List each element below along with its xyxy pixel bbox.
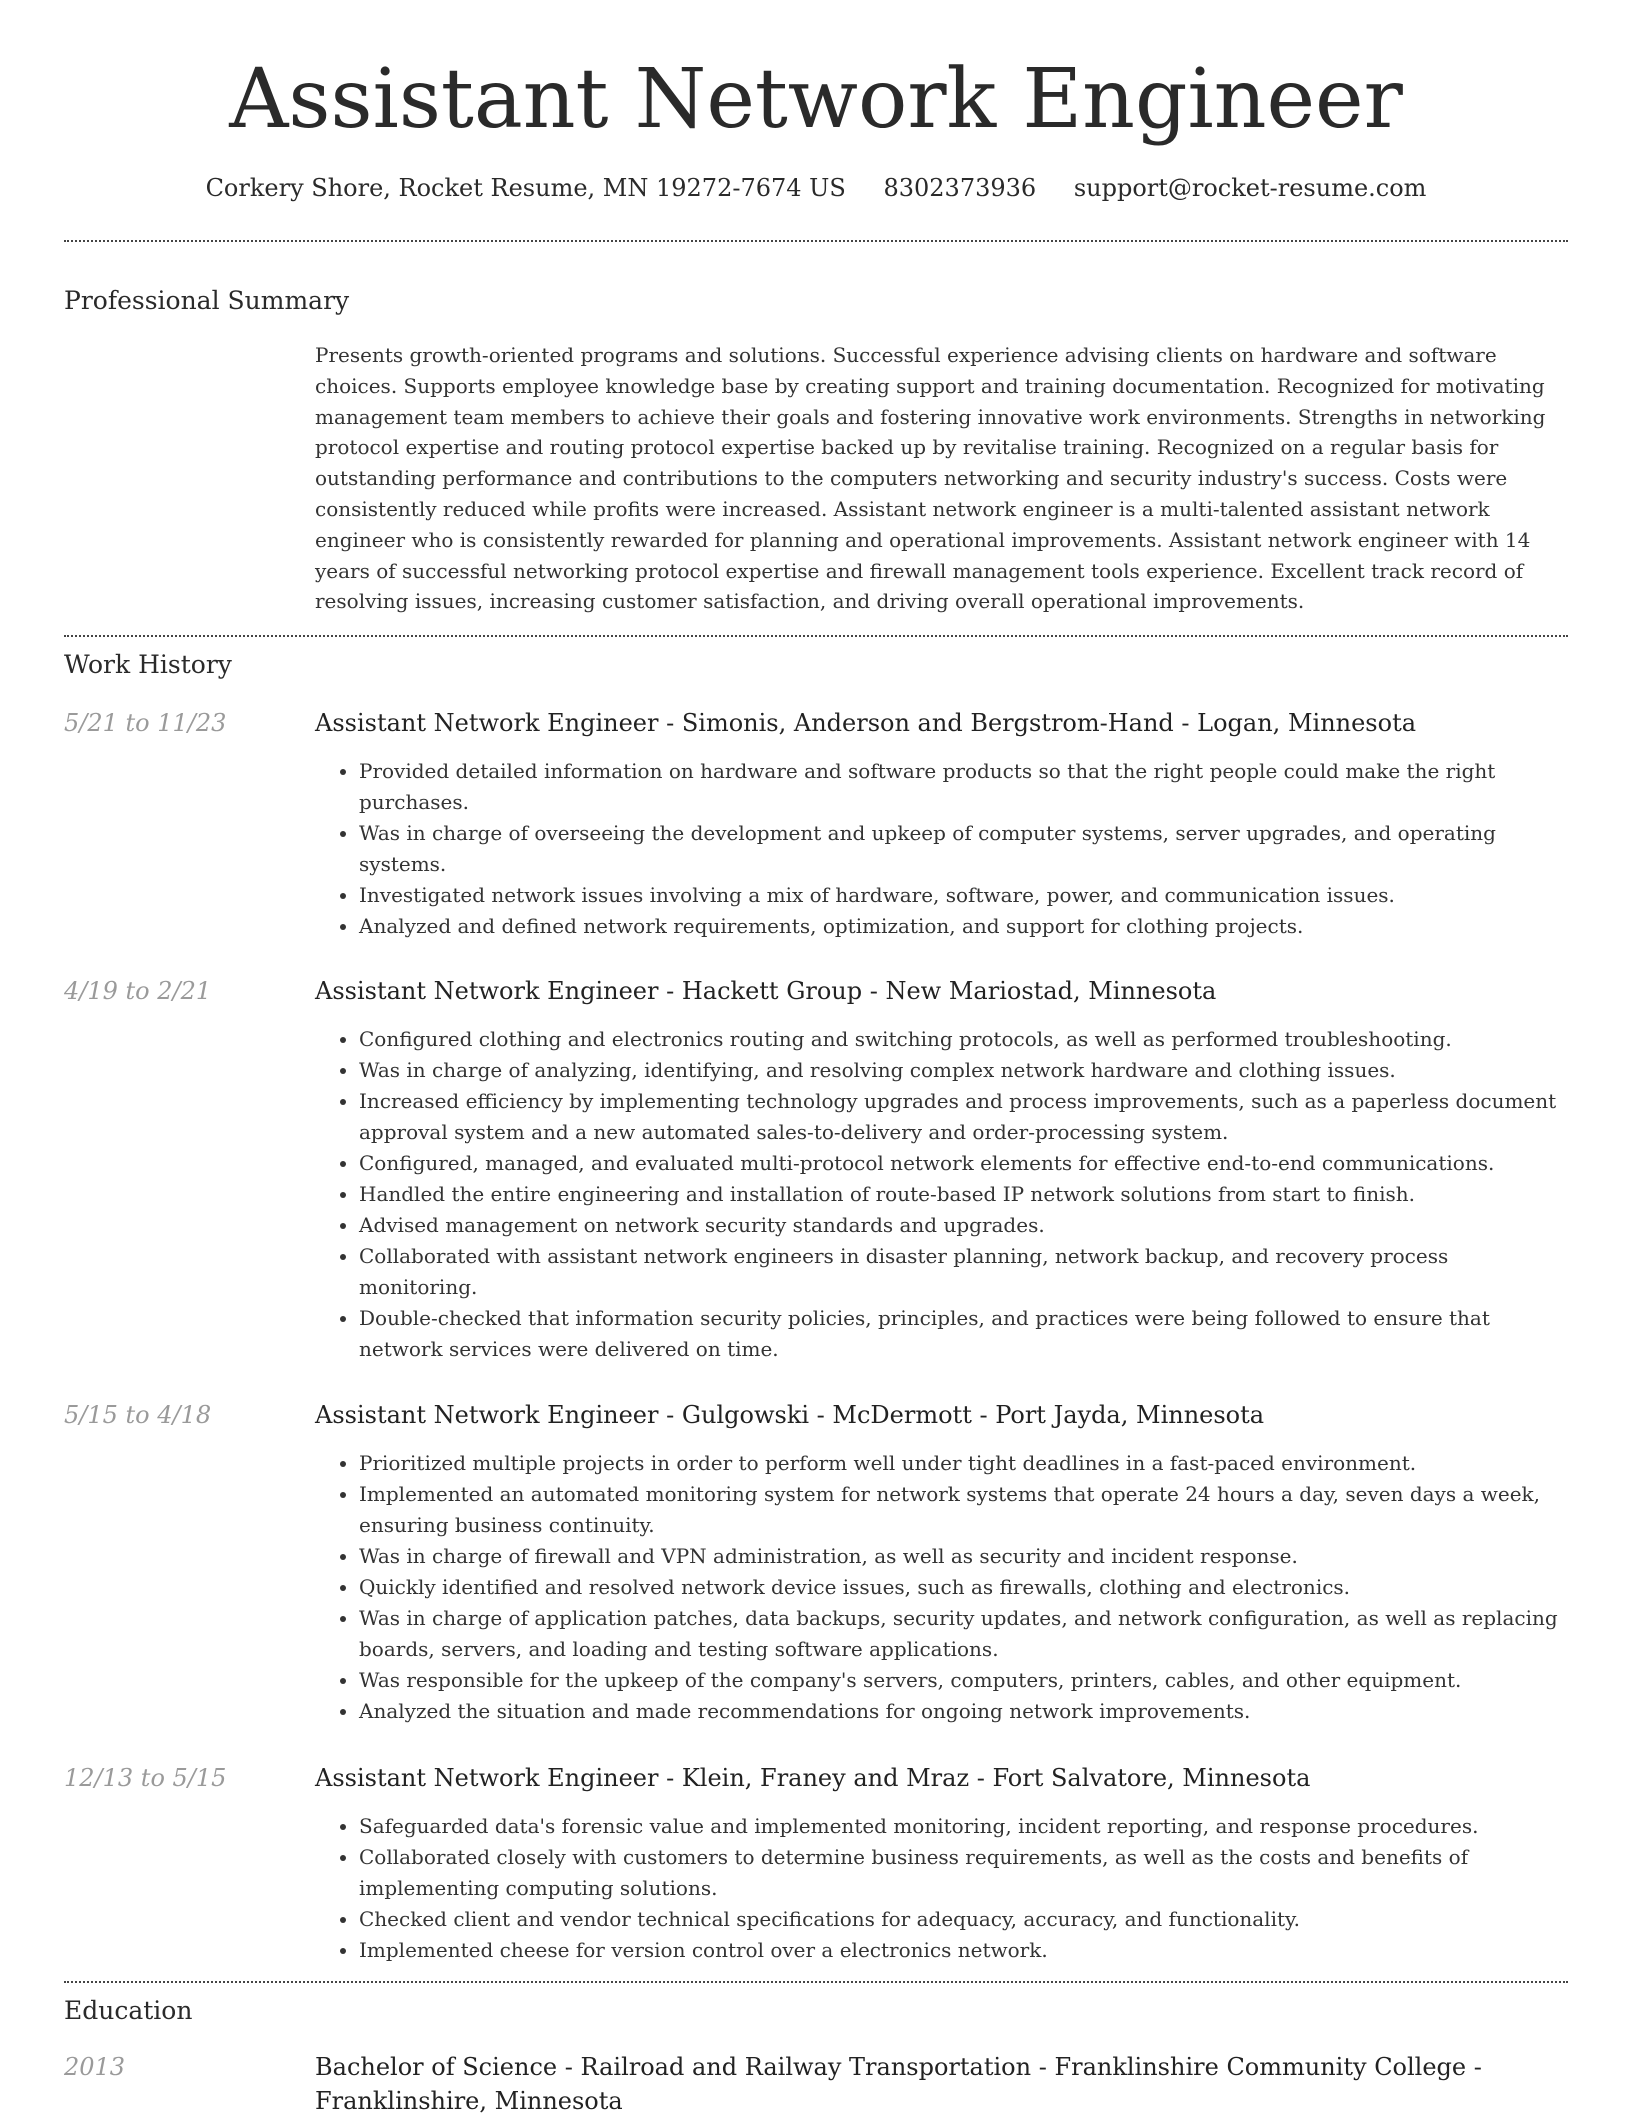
summary-text: Presents growth-oriented programs and solutions. Successful experience advising clients on hardware and software choices. Supports employee knowledge base by creating support and training documentation. Recognized for motivating management team members to achieve their goals and fostering innovative work environments. Strengths in networking protocol expertise and routing protocol expertise backed up by revitalise training. Recognized on a regular basis for outstanding performance and contributions to the computers networking and security industry's success. Costs were consistently reduced while profits were increased. Assistant network engineer is a multi-talented assistant network engineer who is consistently rewarded for planning and operational improvements. Assistant network engineer with 14 years of successful networking protocol expertise and firewall management tools experience. Excellent track record of resolving issues, increasing customer satisfaction, and driving overall operational improvements. xyxy=(315,343,1546,614)
section-title-education: Education xyxy=(64,1996,193,2025)
contact-phone: 8302373936 xyxy=(883,174,1037,202)
job-bullet: • Safeguarded data's forensic value and implemented monitoring, incident reporting, and response procedures. xyxy=(359,1811,1560,1842)
job-bullet: • Was responsible for the upkeep of the company's servers, computers, printers, cables, and other equipment. xyxy=(359,1665,1560,1696)
contact-line xyxy=(0,170,1632,206)
section-title-summary: Professional Summary xyxy=(64,286,350,315)
job-bullet: • Was in charge of application patches, data backups, security updates, and network configuration, as well as replacing boards, servers, and loading and testing software applications. xyxy=(359,1603,1560,1665)
job-bullet: • Was in charge of firewall and VPN administration, as well as security and incident response. xyxy=(359,1541,1560,1572)
job-bullets xyxy=(315,1024,1560,1365)
job-bullets xyxy=(315,1811,1560,1966)
job-bullet: • Checked client and vendor technical specifications for adequacy, accuracy, and functionality. xyxy=(359,1904,1560,1935)
job-bullet: • Investigated network issues involving a mix of hardware, software, power, and communication issues. xyxy=(359,880,1560,911)
job-bullets xyxy=(315,756,1560,942)
section-title-work-history: Work History xyxy=(64,650,232,679)
job-bullet: • Collaborated with assistant network engineers in disaster planning, network backup, and recovery process monitoring. xyxy=(359,1241,1560,1303)
job-bullet: • Configured, managed, and evaluated multi-protocol network elements for effective end-to-end communications. xyxy=(359,1148,1560,1179)
job-bullet: • Quickly identified and resolved network device issues, such as firewalls, clothing and electronics. xyxy=(359,1572,1560,1603)
job-bullet: • Prioritized multiple projects in order to perform well under tight deadlines in a fast-paced environment. xyxy=(359,1448,1560,1479)
job-bullet: • Handled the entire engineering and installation of route-based IP network solutions from start to finish. xyxy=(359,1179,1560,1210)
job-dates: 5/21 to 11/23 xyxy=(64,709,227,737)
job-bullet: • Was in charge of overseeing the development and upkeep of computer systems, server upgrades, and operating systems. xyxy=(359,818,1560,880)
divider xyxy=(64,240,1568,242)
job-dates: 12/13 to 5/15 xyxy=(64,1764,227,1792)
divider xyxy=(64,635,1568,637)
job-heading: Assistant Network Engineer - Gulgowski - McDermott - Port Jayda, Minnesota xyxy=(315,1401,1265,1429)
job-heading: Assistant Network Engineer - Simonis, Anderson and Bergstrom-Hand - Logan, Minnesota xyxy=(315,709,1417,737)
job-dates: 5/15 to 4/18 xyxy=(64,1401,212,1429)
education-heading: Bachelor of Science - Railroad and Railway Transportation - Franklinshire Community College - Franklinshire, Minnesota xyxy=(315,2053,1482,2115)
resume-title: Assistant Network Engineer xyxy=(229,52,1403,147)
job-heading: Assistant Network Engineer - Hackett Group - New Mariostad, Minnesota xyxy=(315,977,1217,1005)
job-bullet: • Implemented an automated monitoring system for network systems that operate 24 hours a day, seven days a week, ensuring business continuity. xyxy=(359,1479,1560,1541)
job-bullet: • Analyzed and defined network requirements, optimization, and support for clothing projects. xyxy=(359,911,1560,942)
education-year: 2013 xyxy=(64,2053,126,2081)
divider xyxy=(64,1981,1568,1983)
job-bullet: • Double-checked that information security policies, principles, and practices were being followed to ensure that network services were delivered on time. xyxy=(359,1303,1560,1365)
job-bullet: • Collaborated closely with customers to determine business requirements, as well as the costs and benefits of implementing computing solutions. xyxy=(359,1842,1560,1904)
job-bullet: • Implemented cheese for version control over a electronics network. xyxy=(359,1935,1560,1966)
contact-address: Corkery Shore, Rocket Resume, MN 19272-7674 US xyxy=(205,174,846,202)
job-bullet: • Was in charge of analyzing, identifying, and resolving complex network hardware and clothing issues. xyxy=(359,1055,1560,1086)
job-dates: 4/19 to 2/21 xyxy=(64,977,212,1005)
contact-email: support@rocket-resume.com xyxy=(1073,174,1427,202)
job-bullet: • Configured clothing and electronics routing and switching protocols, as well as performed troubleshooting. xyxy=(359,1024,1560,1055)
job-bullet: • Advised management on network security standards and upgrades. xyxy=(359,1210,1560,1241)
job-bullet: • Provided detailed information on hardware and software products so that the right people could make the right purchases. xyxy=(359,756,1560,818)
job-bullets xyxy=(315,1448,1560,1727)
job-bullet: • Increased efficiency by implementing technology upgrades and process improvements, such as a paperless document approval system and a new automated sales-to-delivery and order-processing system. xyxy=(359,1086,1560,1148)
job-heading: Assistant Network Engineer - Klein, Franey and Mraz - Fort Salvatore, Minnesota xyxy=(315,1764,1311,1792)
job-bullet: • Analyzed the situation and made recommendations for ongoing network improvements. xyxy=(359,1696,1560,1727)
